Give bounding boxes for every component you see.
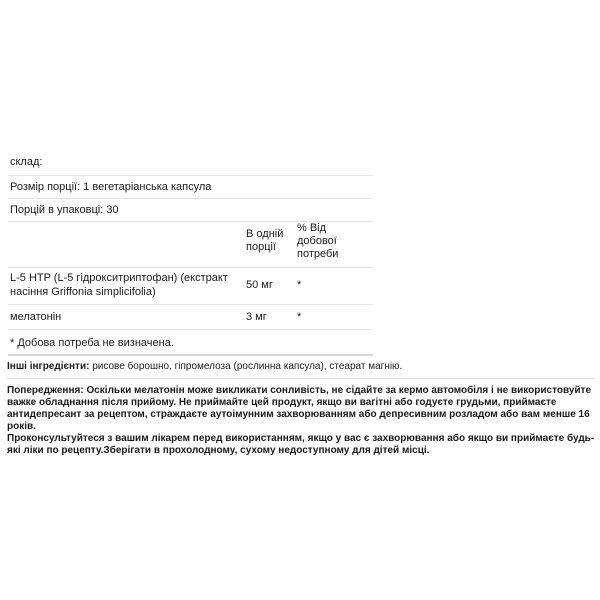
other-ingredients: [7, 360, 593, 373]
storage-paragraph: Проконсультуйтеся з вашим лікарем перед використанням, якщо у вас є захворювання або якщо ви приймаєте будь-які ліки по рецепту.Зберігати в прохолодному, сухому недоступному для дітей місці.: [7, 433, 595, 456]
facts-heading-row: [8, 150, 373, 176]
section-divider: [7, 378, 594, 379]
ingredient-amount: 50 мг: [246, 279, 273, 291]
ingredient-row: [8, 268, 373, 305]
warning-section: [7, 385, 597, 457]
ingredient-daily-value: *: [297, 311, 302, 323]
supplement-facts-table: [8, 150, 373, 356]
ingredient-row: [8, 305, 373, 330]
serving-size-row: [8, 176, 373, 199]
ingredient-name: мелатонін: [10, 311, 62, 323]
footnote-row: [8, 330, 373, 356]
facts-heading: склад:: [10, 156, 43, 168]
ingredient-name: L-5 HTP (L-5 гідрокситриптофан) (екстракт насіння Griffonia simplicifolia): [10, 272, 228, 298]
warning-paragraph: Попередження: Оскільки мелатонін може викликати сонливість, не сідайте за кермо автомобіля і не використовуйте важке обладнання після прийому. Не приймайте цей продукт, якщо ви вагітні або годуєте грудьми, приймаєте антидепресант за рецептом, страждаєте аутоімунним захворюванням або депресивним розладом або вам менше 16 років.: [7, 385, 592, 432]
other-ingredients-text: рисове борошно, гіпромелоза (рослинна капсула), стеарат магнію.: [89, 361, 403, 372]
column-header-daily-value: % Від добової потреби: [297, 222, 339, 260]
daily-value-footnote: * Добова потреба не визначена.: [10, 337, 174, 349]
servings-per-container: Порцій в упаковці: 30: [10, 204, 119, 216]
column-header-row: [8, 222, 373, 268]
ingredient-amount: 3 мг: [246, 311, 267, 323]
column-header-amount: В одній порції: [246, 228, 284, 253]
ingredient-daily-value: *: [297, 279, 302, 291]
serving-size: Розмір порції: 1 вегетаріанська капсула: [10, 181, 212, 193]
servings-per-container-row: [8, 199, 373, 222]
other-ingredients-label: Інші інгредієнти:: [7, 361, 90, 372]
